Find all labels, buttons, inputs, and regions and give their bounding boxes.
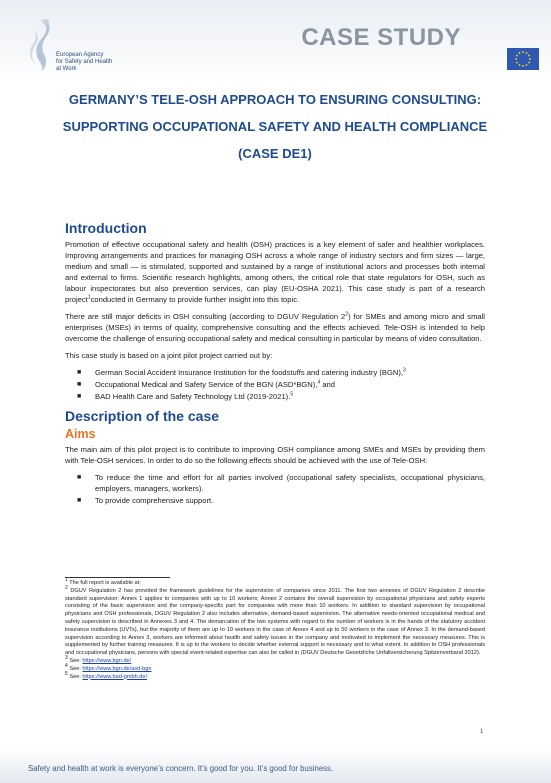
partner-text: BAD Health Care and Safety Technology Ltd (2019-2021).	[95, 392, 291, 401]
main-content	[65, 220, 485, 512]
eu-flag-icon	[507, 48, 539, 70]
logo-text	[56, 52, 156, 73]
list-item	[77, 391, 485, 402]
list-item	[77, 495, 485, 506]
footnote-text: DGUV Regulation 2 has provided the framework guidelines for the supervision of companies since 2011. The first two annexes of DGUV Regulation 2 describe standard supervision: Annex 1 applies to companies with up to 10 workers; Annex 2 contains the overall supervision by occupational physicians and safety experts consisting of the basic supervision and the company-specific part for companies with more than 10 workers. In addition to standard supervision by occupational physicians and OSH professionals, DGUV Regulation 2 also includes alternative, demand-based supervision. The alternative needs-oriented occupational medical and safety supervision is described in Annexes 3 and 4. The demarcation of the two systems with regard to the number of workers is in the hands of the statutory accident insurance institutions (UVTs), but the majority of them are up to 10 workers in the case of Annex 4 and up to 50 workers in the case of Annex 3. In the demand-based supervision according to Annex 3, workers are informed about health and safety issues in the company and motivated to implement the necessary measures. This is supplemented by further training measures. It is up to the workers to decide whether external support is necessary and to what extent. In addition to OSH professionals and occupational physicians, persons with special event-related expertise can also be called in (DGUV Deutsche Gesetzliche Unfallversicherung Spitzenverband 2012).	[65, 587, 485, 657]
footnote-link[interactable]: https://www.bgn.de/asd-bgn	[82, 665, 152, 672]
subtitle-line: SUPPORTING OCCUPATIONAL SAFETY AND HEALTH COMPLIANCE	[62, 119, 488, 134]
partner-text: Occupational Medical and Safety Service of the BGN (ASD*BGN),	[95, 380, 318, 389]
flag-star	[528, 62, 530, 64]
page-number: 1	[480, 729, 484, 735]
aims-list	[65, 472, 485, 506]
footnote-divider	[65, 577, 170, 578]
eu-osha-logo	[22, 16, 152, 76]
bullet-icon: ■	[77, 474, 82, 481]
footnote-ref[interactable]: 2	[345, 311, 349, 318]
footnote-ref[interactable]: 5	[290, 391, 294, 398]
flag-star	[522, 65, 524, 67]
footnote	[65, 655, 485, 666]
flag-star	[516, 62, 518, 64]
deficits-text-tail: ) for SMEs and among micro and small enterprises (MSEs) in terms of quality, comprehensive consulting and the effects achieved. Tele-OSH is intended to help overcome the challenge of ensuring occupational safety and medical consulting in particular by means of video consultation.	[65, 312, 485, 343]
aim-text: To reduce the time and effort for all parties involved (occupational safety specialists, occupational physicians, employers, managers, workers).	[95, 473, 485, 493]
bullet-icon: ■	[77, 497, 82, 504]
deficits-text: There are still major deficits in OSH consulting (according to DGUV Regulation 2	[65, 312, 346, 321]
partners-intro: This case study is based on a joint pilot project carried out by:	[65, 351, 273, 360]
flag-star	[519, 52, 521, 54]
partners-list	[65, 367, 485, 402]
list-item	[77, 379, 485, 390]
flag-star	[516, 55, 518, 57]
bullet-icon: ■	[77, 393, 82, 400]
footnote-link[interactable]: https://www.bgn.de/	[82, 657, 132, 664]
title-line: GERMANY’S TELE-OSH APPROACH TO ENSURING CONSULTING:	[68, 92, 482, 107]
footnote-number: 1	[65, 577, 68, 584]
footnotes	[65, 577, 485, 681]
partner-text: German Social Accident Insurance Institution for the foodstuffs and catering industry (BGN),	[95, 368, 403, 377]
section-heading-description: Description of the case	[65, 408, 220, 424]
footnote-number: 2	[65, 584, 68, 591]
footnote-link[interactable]: https://www.bad-gmbh.de/	[82, 673, 148, 680]
title-block	[60, 91, 490, 162]
footnote	[65, 577, 485, 588]
flag-star	[526, 52, 528, 54]
logo-line: for Safety and Health	[56, 59, 113, 65]
flag-star	[528, 55, 530, 57]
flag-star	[515, 58, 517, 60]
intro-paragraph	[65, 239, 485, 305]
footnote-number: 5	[65, 670, 68, 677]
aim-text: To provide comprehensive support.	[95, 496, 214, 505]
flag-star	[522, 51, 524, 53]
footnote-ref[interactable]: 1	[87, 294, 91, 301]
intro-text-tail: conducted in Germany to provide further insight into this topic.	[90, 295, 300, 304]
subsection-heading-aims: Aims	[65, 427, 96, 441]
bullet-icon: ■	[77, 369, 82, 376]
footnote-text: See:	[69, 657, 83, 664]
partner-text-tail: and	[320, 380, 335, 389]
flag-star	[526, 64, 528, 66]
footnote-number: 3	[65, 655, 68, 662]
footnote-text: See:	[69, 673, 83, 680]
list-item	[77, 472, 485, 494]
case-code: (CASE DE1)	[238, 146, 312, 161]
footnote-number: 4	[65, 662, 68, 669]
deficits-paragraph	[65, 311, 485, 344]
list-item	[77, 367, 485, 378]
case-study-banner: CASE STUDY	[301, 24, 461, 51]
intro-text: Promotion of effective occupational safety and health (OSH) practices is a key element of safer and healthier workplaces. Improving arrangements and practices for managing OSH across a whole range of industry sectors and firm sizes — large, medium and small — is stimulated, supported and sustained by a range of institutional actors and processes both internal and external to firms. Scientific research highlights, among others, the critical role that state regulators for OSH, such as labour inspectorates but also prevention services, can play (EU-OSHA 2021). This case study is part of a research project	[65, 240, 485, 304]
logo-line: European Agency	[56, 52, 104, 58]
footnote	[65, 662, 485, 674]
footnote-ref[interactable]: 4	[317, 379, 321, 386]
footnote	[65, 584, 485, 658]
flag-star	[519, 64, 521, 66]
logo-line: at Work	[56, 66, 77, 72]
footnote	[65, 670, 485, 682]
flag-star	[529, 58, 531, 60]
bullet-icon: ■	[77, 381, 82, 388]
aims-paragraph: The main aim of this pilot project is to contribute to improving OSH compliance among SMEs and MSEs by providing them with Tele-OSH services. In order to do so the following effects should be achieved with the use of Tele-OSH:	[65, 445, 485, 465]
footnote-text: The full report is available at:	[69, 580, 141, 586]
footnote-ref[interactable]: 3	[402, 367, 406, 374]
footer-slogan: Safety and health at work is everyone’s concern. It’s good for you. It’s good for business.	[28, 764, 334, 773]
footnote-text: See:	[69, 665, 83, 672]
section-heading-introduction: Introduction	[65, 220, 147, 236]
